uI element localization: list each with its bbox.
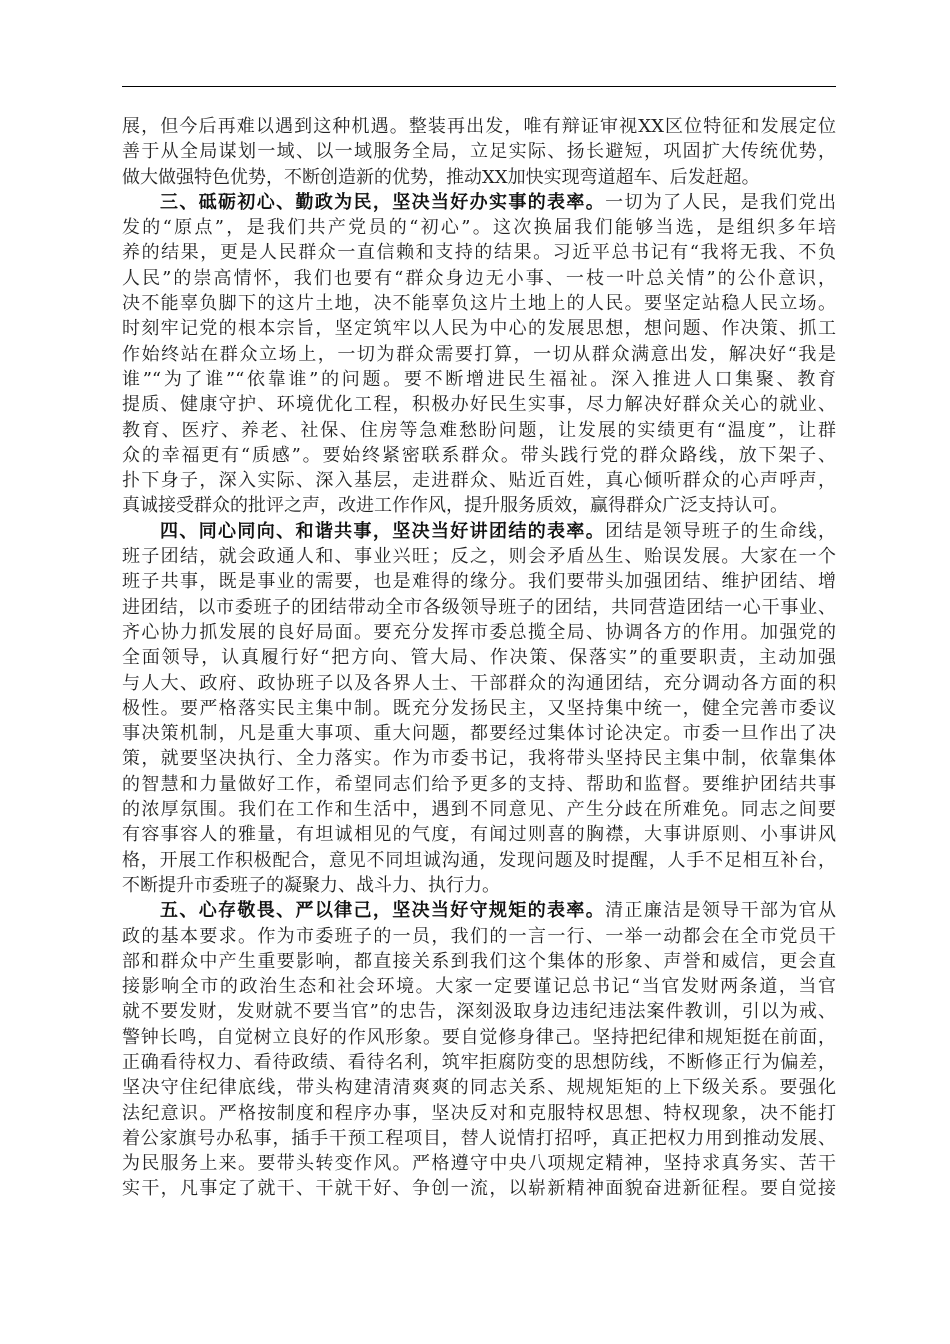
line-text: 有容事容人的雅量，有坦诚相见的气度，有闻过则喜的胸襟，大事讲原则、小事讲风 xyxy=(122,824,836,846)
line-text: 正确看待权力、看待政绩、看待名利，筑牢拒腐防变的思想防线，不断修正行为偏差， xyxy=(122,1051,836,1073)
line-text: 班子团结，就会政通人和、事业兴旺；反之，则会矛盾丛生、贻误发展。大家在一个 xyxy=(122,546,836,568)
text-line xyxy=(122,1151,836,1176)
line-text: 一切为了人民，是我们党出 xyxy=(605,191,837,213)
text-line xyxy=(122,392,836,417)
text-line xyxy=(122,165,836,190)
line-text: 全面领导，认真履行好“把方向、管大局、作决策、保落实”的重要职责，主动加强 xyxy=(122,647,836,669)
text-line xyxy=(122,190,836,215)
text-line xyxy=(122,569,836,594)
paragraph xyxy=(122,519,836,898)
line-text: 法纪意识。严格按制度和程序办事，坚决反对和克服特权思想、特权现象，决不能打 xyxy=(122,1102,836,1124)
text-line xyxy=(122,316,836,341)
line-text: 作始终站在群众立场上，一切为群众需要打算，一切从群众满意出发，解决好“我是 xyxy=(122,343,836,365)
text-line xyxy=(122,974,836,999)
text-line xyxy=(122,240,836,265)
text-line xyxy=(122,114,836,139)
text-line xyxy=(122,898,836,923)
line-text: 就不要发财，发财就不要当官”的忠告，深刻汲取身边违纪违法案件教训，引以为戒、 xyxy=(122,1001,836,1023)
text-line xyxy=(122,468,836,493)
text-line xyxy=(122,873,836,898)
line-text: 时刻牢记党的根本宗旨，坚定筑牢以人民为中心的发展思想，想问题、作决策、抓工 xyxy=(122,318,836,340)
text-line xyxy=(122,595,836,620)
text-line xyxy=(122,797,836,822)
text-line xyxy=(122,493,836,518)
header-rule xyxy=(122,86,836,87)
line-text: 做大做强特色优势，不断创造新的优势，推动XX加快实现弯道超车、后发赶超。 xyxy=(122,166,760,188)
text-line xyxy=(122,1126,836,1151)
text-line xyxy=(122,266,836,291)
text-line xyxy=(122,620,836,645)
section-heading: 三、砥砺初心、勤政为民，坚决当好办实事的表率。 xyxy=(160,191,606,213)
text-line xyxy=(122,544,836,569)
line-text: 接影响全市的政治生态和社会环境。大家一定要谨记总书记“当官发财两条道，当官 xyxy=(122,976,836,998)
line-text: 的浓厚氛围。我们在工作和生活中，遇到不同意见、产生分歧在所难免。同志之间要 xyxy=(122,799,836,821)
line-text: 坚决守住纪律底线，带头构建清清爽爽的同志关系、规规矩矩的上下级关系。要强化 xyxy=(122,1077,836,1099)
line-text: 扑下身子，深入实际、深入基层，走进群众、贴近百姓，真心倾听群众的心声呼声， xyxy=(122,470,836,492)
line-text: 真诚接受群众的批评之声，改进工作作风，提升服务质效，赢得群众广泛支持认可。 xyxy=(122,495,788,517)
text-line xyxy=(122,139,836,164)
text-line xyxy=(122,772,836,797)
text-line xyxy=(122,367,836,392)
text-line xyxy=(122,291,836,316)
text-line xyxy=(122,645,836,670)
paragraph xyxy=(122,898,836,1202)
line-text: 决不能辜负脚下的这片土地，决不能辜负这片土地上的人民。要坚定站稳人民立场。 xyxy=(122,293,836,315)
line-text: 团结是领导班子的生命线， xyxy=(605,520,837,542)
line-text: 众的幸福更有“质感”。要始终紧密联系群众。带头践行党的群众路线，放下架子、 xyxy=(122,444,836,466)
line-text: 班子共事，既是事业的需要，也是难得的缘分。我们要带头加强团结、维护团结、增 xyxy=(122,571,836,593)
line-text: 教育、医疗、养老、社保、住房等急难愁盼问题，让发展的实绩更有“温度”，让群 xyxy=(122,419,836,441)
text-line xyxy=(122,342,836,367)
text-line xyxy=(122,822,836,847)
line-text: 人民”的崇高情怀，我们也要有“群众身边无小事、一枝一叶总关情”的公仆意识， xyxy=(122,267,836,289)
text-line xyxy=(122,721,836,746)
line-text: 格，开展工作积极配合，意见不同坦诚沟通，发现问题及时提醒，人手不足相互补台， xyxy=(122,849,836,871)
line-text: 善于从全局谋划一域、以一域服务全局，立足实际、扬长避短，巩固扩大传统优势， xyxy=(122,141,836,163)
text-line xyxy=(122,848,836,873)
document-body xyxy=(122,114,836,1202)
section-heading: 四、同心同向、和谐共事，坚决当好讲团结的表率。 xyxy=(160,520,606,542)
line-text: 着公家旗号办私事，插手干预工程项目，替人说情打招呼，真正把权力用到推动发展、 xyxy=(122,1127,836,1149)
line-text: 的智慧和力量做好工作，希望同志们给予更多的支持、帮助和监督。要维护团结共事 xyxy=(122,773,836,795)
text-line xyxy=(122,671,836,696)
line-text: 极性。要严格落实民主集中制。既充分发扬民主，又坚持集中统一，健全完善市委议 xyxy=(122,697,836,719)
paragraph xyxy=(122,114,836,190)
line-text: 展，但今后再难以遇到这种机遇。整装再出发，唯有辩证审视XX区位特征和发展定位 xyxy=(122,116,836,137)
line-text: 事决策机制，凡是重大事项、重大问题，都要经过集体讨论决定。市委一旦作出了决 xyxy=(122,723,836,745)
text-line xyxy=(122,924,836,949)
text-line xyxy=(122,519,836,544)
text-line xyxy=(122,215,836,240)
text-line xyxy=(122,949,836,974)
line-text: 发的“原点”，是我们共产党员的“初心”。这次换届我们能够当选，是组织多年培 xyxy=(122,217,836,239)
text-line xyxy=(122,1050,836,1075)
line-text: 警钟长鸣，自觉树立良好的作风形象。要自觉修身律己。坚持把纪律和规矩挺在前面， xyxy=(122,1026,836,1048)
line-text: 与人大、政府、政协班子以及各界人士、干部群众的沟通团结，充分调动各方面的积 xyxy=(122,672,836,694)
text-line xyxy=(122,1101,836,1126)
text-line xyxy=(122,1075,836,1100)
text-line xyxy=(122,443,836,468)
line-text: 进团结，以市委班子的团结带动全市各级领导班子的团结，共同营造团结一心干事业、 xyxy=(122,596,836,618)
line-text: 谁”“为了谁”“依靠谁”的问题。要不断增进民生福祉。深入推进人口集聚、教育 xyxy=(122,368,836,390)
line-text: 清正廉洁是领导干部为官从 xyxy=(605,900,837,922)
text-line xyxy=(122,1176,836,1201)
line-text: 养的结果，更是人民群众一直信赖和支持的结果。习近平总书记有“我将无我、不负 xyxy=(122,242,836,264)
line-text: 不断提升市委班子的凝聚力、战斗力、执行力。 xyxy=(122,874,500,896)
text-line xyxy=(122,696,836,721)
line-text: 齐心协力抓发展的良好局面。要充分发挥市委总揽全局、协调各方的作用。加强党的 xyxy=(122,621,836,643)
line-text: 政的基本要求。作为市委班子的一员，我们的一言一行、一举一动都会在全市党员干 xyxy=(122,925,836,947)
line-text: 部和群众中产生重要影响，都直接关系到我们这个集体的形象、声誉和威信，更会直 xyxy=(122,950,836,972)
section-heading: 五、心存敬畏、严以律己，坚决当好守规矩的表率。 xyxy=(160,900,606,922)
line-text: 为民服务上来。要带头转变作风。严格遵守中央八项规定精神，坚持求真务实、苦干 xyxy=(122,1153,836,1175)
paragraph xyxy=(122,190,836,519)
text-line xyxy=(122,418,836,443)
line-text: 策，就要坚决执行、全力落实。作为市委书记，我将带头坚持民主集中制，依靠集体 xyxy=(122,748,836,770)
line-text: 实干，凡事定了就干、干就干好、争创一流，以崭新精神面貌奋进新征程。要自觉接 xyxy=(122,1178,836,1200)
line-text: 提质、健康守护、环境优化工程，积极办好民生实事，尽力解决好群众关心的就业、 xyxy=(122,394,836,416)
text-line xyxy=(122,746,836,771)
text-line xyxy=(122,999,836,1024)
text-line xyxy=(122,1025,836,1050)
